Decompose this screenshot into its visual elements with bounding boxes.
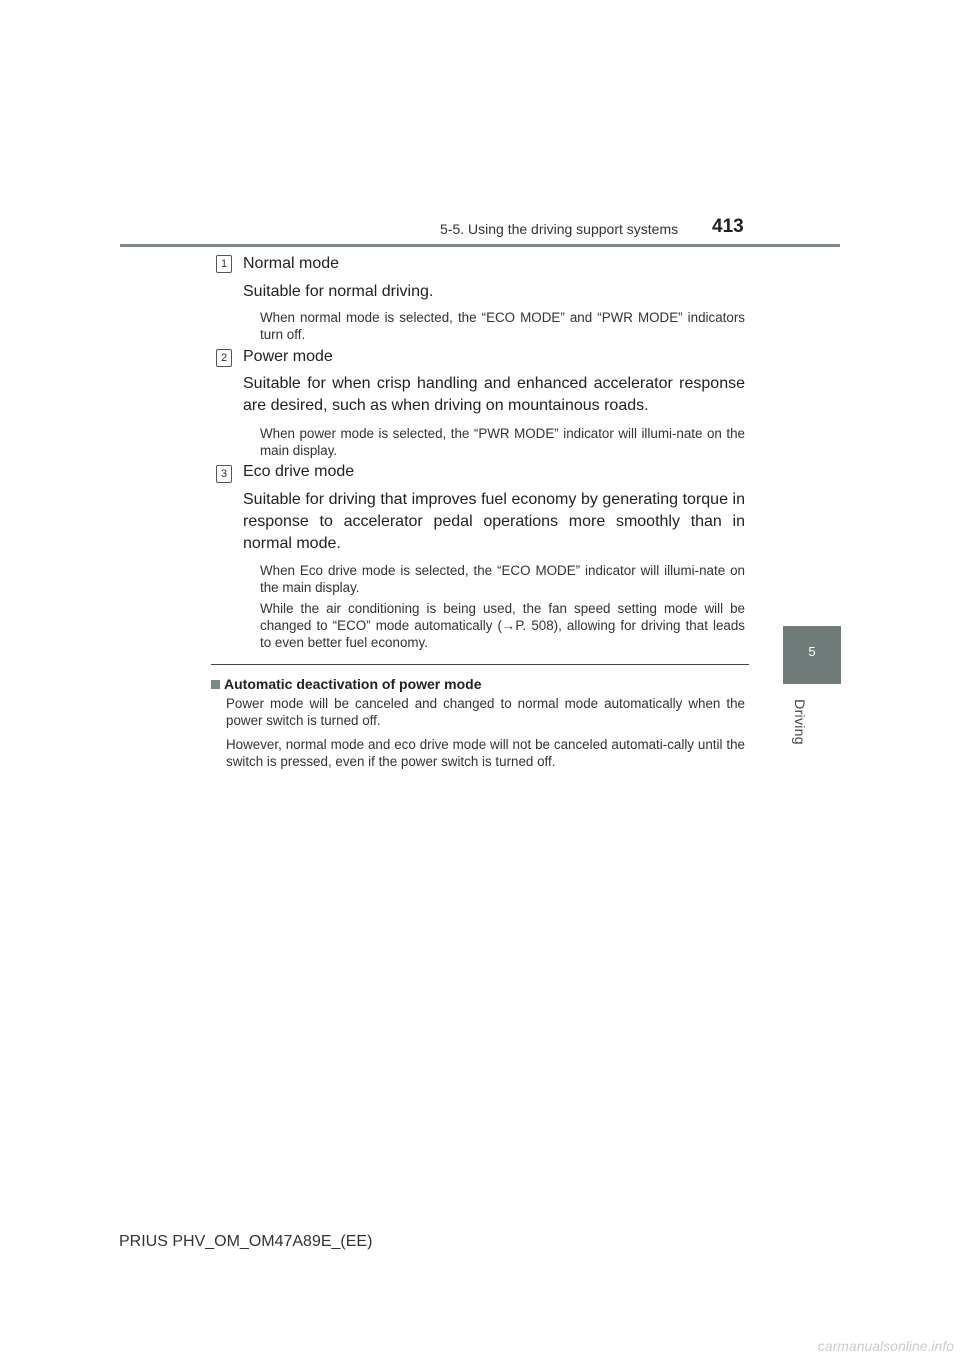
chapter-tab bbox=[783, 626, 841, 684]
info-paragraph: However, normal mode and eco drive mode will not be canceled automati-cally until the switch is pressed, even if the power switch is turned off. bbox=[226, 737, 745, 769]
item-note: When Eco drive mode is selected, the “ECO MODE” indicator will illumi-nate on the main display. bbox=[260, 563, 745, 595]
watermark: carmanualsonline.info bbox=[817, 1338, 954, 1354]
page-number: 413 bbox=[712, 216, 744, 237]
item-description: Suitable for driving that improves fuel economy by generating torque in response to accelerator pedal operations more smoothly than in normal mode. bbox=[243, 491, 745, 552]
chapter-number: 5 bbox=[808, 644, 816, 659]
item-description: Suitable for when crisp handling and enhanced accelerator response are desired, such as when driving on mountainous roads. bbox=[243, 375, 745, 414]
info-paragraph: Power mode will be canceled and changed to normal mode automatically when the power switch is turned off. bbox=[226, 696, 745, 728]
item-note: When power mode is selected, the “PWR MODE” indicator will illumi-nate on the main display. bbox=[260, 426, 745, 458]
document-id: PRIUS PHV_OM_OM47A89E_(EE) bbox=[119, 1233, 373, 1250]
item-note: When normal mode is selected, the “ECO MODE” and “PWR MODE” indicators turn off. bbox=[260, 310, 745, 342]
square-bullet-icon bbox=[211, 680, 220, 689]
item-marker-2: 2 bbox=[216, 349, 232, 367]
item-title-eco-drive-mode: Eco drive mode bbox=[243, 463, 355, 480]
info-heading bbox=[211, 676, 481, 692]
item-title-normal-mode: Normal mode bbox=[243, 255, 340, 272]
item-marker-3: 3 bbox=[216, 465, 232, 483]
header-divider bbox=[120, 244, 840, 247]
section-divider bbox=[211, 664, 749, 665]
info-heading-text: Automatic deactivation of power mode bbox=[224, 676, 482, 692]
item-note: While the air conditioning is being used, the fan speed setting mode will be changed to “ECO” mode automatically (→P. 508), allowing for driving that leads to even better fuel economy. bbox=[260, 601, 745, 650]
item-title-power-mode: Power mode bbox=[243, 348, 333, 365]
header-section-title: 5-5. Using the driving support systems bbox=[440, 221, 679, 237]
item-marker-1: 1 bbox=[216, 255, 232, 273]
chapter-label: Driving bbox=[792, 699, 808, 745]
item-description: Suitable for normal driving. bbox=[243, 283, 434, 300]
